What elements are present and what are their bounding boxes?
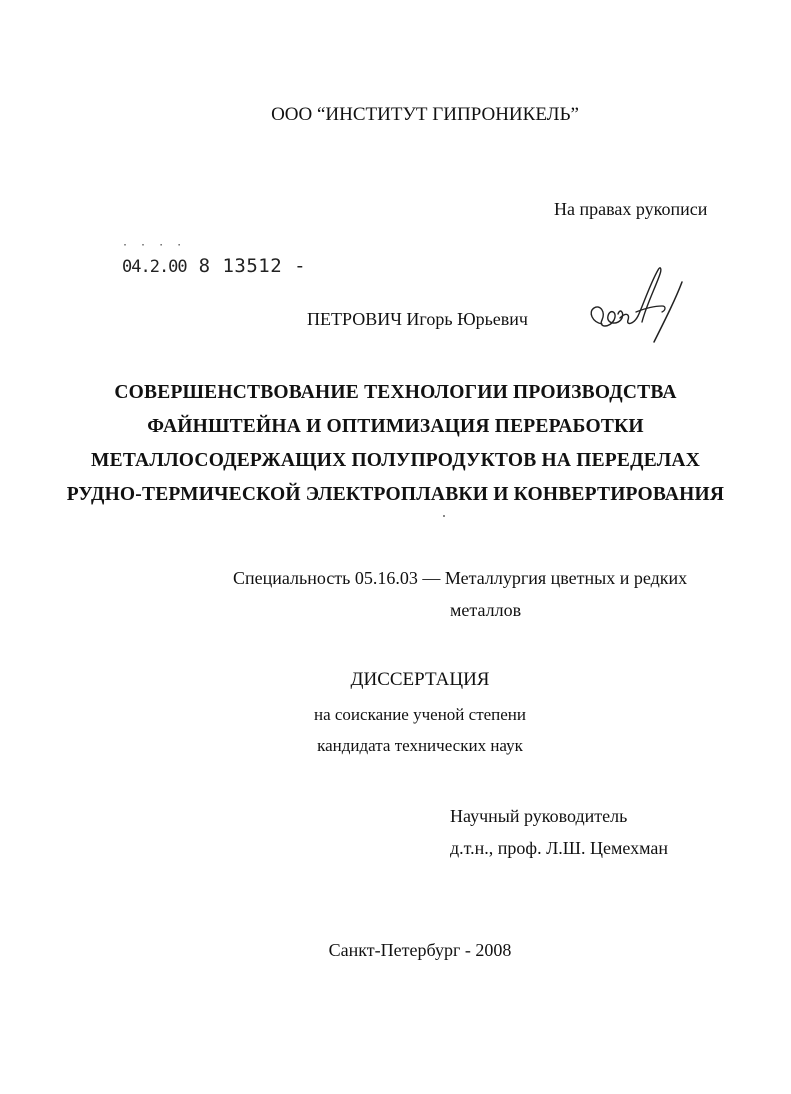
organization-name: ООО “ИНСТИТУТ ГИПРОНИКЕЛЬ” [271,104,579,125]
advisor-name: д.т.н., проф. Л.Ш. Цемехман [450,838,668,858]
document-type: ДИССЕРТАЦИЯ [350,669,490,690]
city-year: Санкт-Петербург - 2008 [328,940,512,960]
signature [580,262,690,352]
title-line: ФАЙНШТЕЙНА И ОПТИМИЗАЦИЯ ПЕРЕРАБОТКИ [147,416,644,437]
title-line: РУДНО-ТЕРМИЧЕСКОЙ ЭЛЕКТРОПЛАВКИ И КОНВЕРТИРОВАНИЯ [66,484,725,505]
degree-purpose-line-1: на соискание ученой степени [313,705,527,724]
stamp-marks: · · · · [122,240,186,251]
stamp-number: 8 13512 - [198,255,307,277]
specialty-line-1: Специальность 05.16.03 — Металлургия цветных и редких [233,568,688,588]
scan-speck [443,515,445,517]
title-line: МЕТАЛЛОСОДЕРЖАЩИХ ПОЛУПРОДУКТОВ НА ПЕРЕДЕЛАХ [91,450,700,471]
specialty-line-2: металлов [450,600,522,620]
library-stamp [122,255,306,277]
advisor-label: Научный руководитель [450,806,628,826]
author-name: ПЕТРОВИЧ Игорь Юрьевич [307,309,528,329]
rights-note: На правах рукописи [554,199,708,219]
degree-purpose-line-2: кандидата технических наук [317,736,523,755]
title-line: СОВЕРШЕНСТВОВАНИЕ ТЕХНОЛОГИИ ПРОИЗВОДСТВА [114,382,677,403]
stamp-prefix: 04.2.00 [122,257,187,277]
dissertation-title [0,376,791,512]
